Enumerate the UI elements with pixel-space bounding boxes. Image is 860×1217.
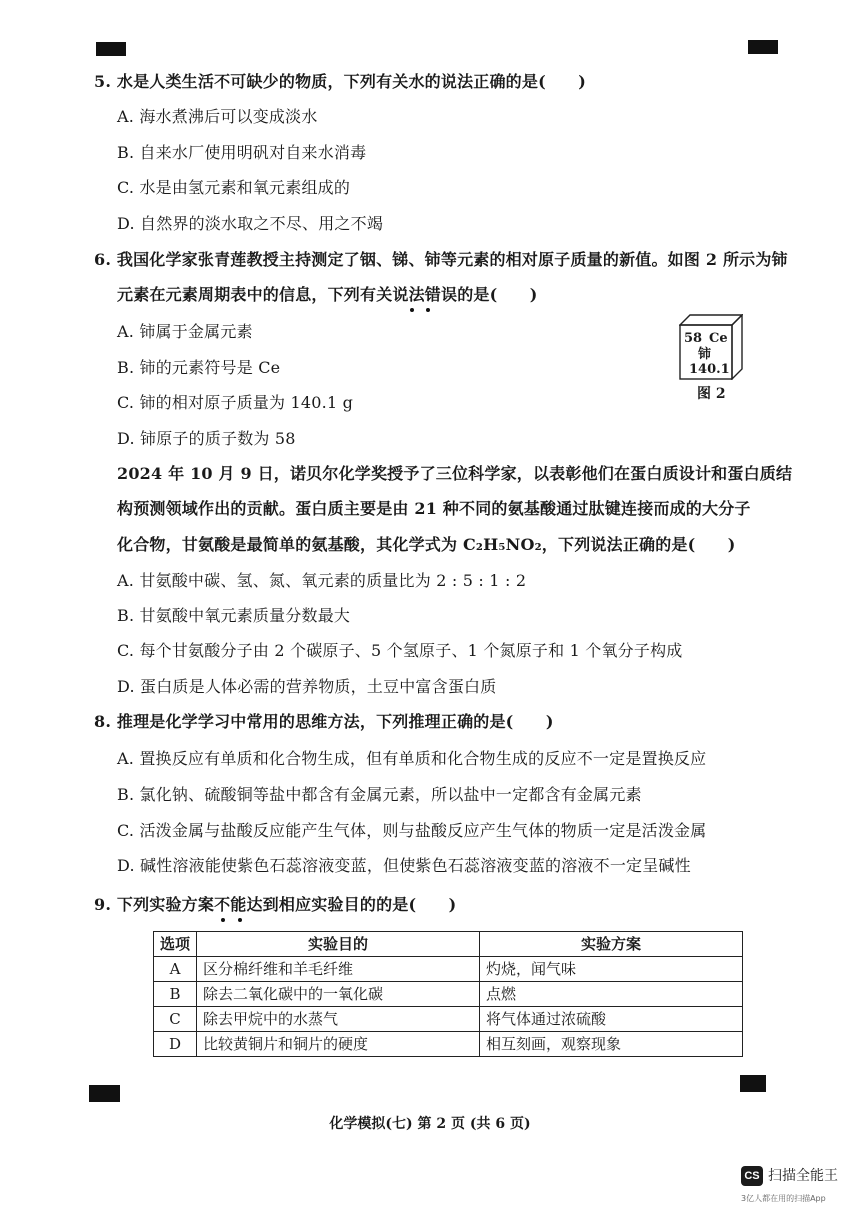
question-6-option-a: A. 铈属于金属元素 <box>117 322 253 341</box>
emphasis-dot <box>238 918 242 922</box>
table-row <box>154 982 743 1007</box>
registration-mark-bottom-right <box>740 1075 766 1092</box>
question-8-option-c: C. 活泼金属与盐酸反应能产生气体，则与盐酸反应产生气体的物质一定是活泼金属 <box>117 821 707 840</box>
table-cell: 相互刻画，观察现象 <box>480 1032 743 1057</box>
scanner-app-name: 扫描全能王 <box>768 1168 838 1184</box>
scanner-app-tagline: 3亿人都在用的扫描App <box>741 1194 826 1203</box>
question-8-option-d: D. 碱性溶液能使紫色石蕊溶液变蓝，但使紫色石蕊溶液变蓝的溶液不一定呈碱性 <box>117 856 691 875</box>
table-cell: 灼烧，闻气味 <box>480 957 743 982</box>
emphasis-dot <box>426 308 430 312</box>
question-5-option-b: B. 自来水厂使用明矾对自来水消毒 <box>117 143 367 162</box>
question-9-stem: 9. 下列实验方案不能达到相应实验目的的是( ) <box>94 895 457 914</box>
question-8-option-a: A. 置换反应有单质和化合物生成，但有单质和化合物生成的反应不一定是置换反应 <box>117 749 707 768</box>
table-cell: 比较黄铜片和铜片的硬度 <box>197 1032 480 1057</box>
table-row <box>154 1032 743 1057</box>
question-7-stem: 2024 年 10 月 9 日，诺贝尔化学奖授予了三位科学家，以表彰他们在蛋白质设计和蛋白质结 <box>117 464 793 483</box>
element-atomic-number: 58 <box>684 331 703 346</box>
registration-mark-top-right <box>748 40 778 54</box>
experiment-table <box>153 931 743 1057</box>
question-6-option-b: B. 铈的元素符号是 Ce <box>117 358 281 377</box>
table-header: 选项 <box>154 932 197 957</box>
table-row <box>154 957 743 982</box>
table-cell: 将气体通过浓硫酸 <box>480 1007 743 1032</box>
question-5-stem: 5. 水是人类生活不可缺少的物质，下列有关水的说法正确的是( ) <box>94 72 587 91</box>
table-cell: D <box>154 1032 197 1057</box>
figure-caption: 图 2 <box>697 386 726 402</box>
table-header: 实验目的 <box>197 932 480 957</box>
question-8-stem: 8. 推理是化学学习中常用的思维方法，下列推理正确的是( ) <box>94 712 554 731</box>
question-6-option-d: D. 铈原子的质子数为 58 <box>117 429 296 448</box>
question-5-option-c: C. 水是由氢元素和氧元素组成的 <box>117 178 351 197</box>
question-7-option-c: C. 每个甘氨酸分子由 2 个碳原子、5 个氢原子、1 个氮原子和 1 个氧分子构成 <box>117 641 683 660</box>
question-7-option-b: B. 甘氨酸中氧元素质量分数最大 <box>117 606 351 625</box>
question-5-option-d: D. 自然界的淡水取之不尽、用之不竭 <box>117 214 384 233</box>
emphasis-dot <box>221 918 225 922</box>
question-7-option-d: D. 蛋白质是人体必需的营养物质，土豆中富含蛋白质 <box>117 677 497 696</box>
element-name: 铈 <box>698 347 712 362</box>
table-header: 实验方案 <box>480 932 743 957</box>
emphasis-dot <box>410 308 414 312</box>
registration-mark-top-left <box>96 42 126 56</box>
element-mass: 140.1 <box>689 362 730 377</box>
question-7-stem-line2: 构预测领域作出的贡献。蛋白质主要是由 21 种不同的氨基酸通过肽键连接而成的大分子 <box>117 499 751 518</box>
table-cell: 区分棉纤维和羊毛纤维 <box>197 957 480 982</box>
question-8-option-b: B. 氯化钠、硫酸铜等盐中都含有金属元素，所以盐中一定都含有金属元素 <box>117 785 642 804</box>
registration-mark-bottom-left <box>89 1085 120 1102</box>
page-footer: 化学模拟(七) 第 2 页 (共 6 页) <box>329 1116 531 1132</box>
element-symbol: Ce <box>709 331 728 346</box>
table-cell: 除去甲烷中的水蒸气 <box>197 1007 480 1032</box>
table-cell: B <box>154 982 197 1007</box>
table-cell: 点燃 <box>480 982 743 1007</box>
question-7-stem-line3: 化合物，甘氨酸是最简单的氨基酸，其化学式为 C₂H₅NO₂，下列说法正确的是( ) <box>117 535 736 554</box>
table-cell: A <box>154 957 197 982</box>
table-cell: C <box>154 1007 197 1032</box>
cerium-element-cell <box>679 314 743 380</box>
question-6-stem: 6. 我国化学家张青莲教授主持测定了铟、锑、铈等元素的相对原子质量的新值。如图 2 所示为铈 <box>94 250 788 269</box>
table-row <box>154 1007 743 1032</box>
camscanner-logo-icon: CS <box>741 1166 763 1186</box>
table-cell: 除去二氧化碳中的一氧化碳 <box>197 982 480 1007</box>
question-7-option-a: A. 甘氨酸中碳、氢、氮、氧元素的质量比为 2 : 5 : 1 : 2 <box>117 571 527 590</box>
table-header-row <box>154 932 743 957</box>
question-5-option-a: A. 海水煮沸后可以变成淡水 <box>117 107 318 126</box>
question-6-option-c: C. 铈的相对原子质量为 140.1 g <box>117 393 354 412</box>
question-6-stem-line2: 元素在元素周期表中的信息，下列有关说法错误的是( ) <box>117 285 538 304</box>
